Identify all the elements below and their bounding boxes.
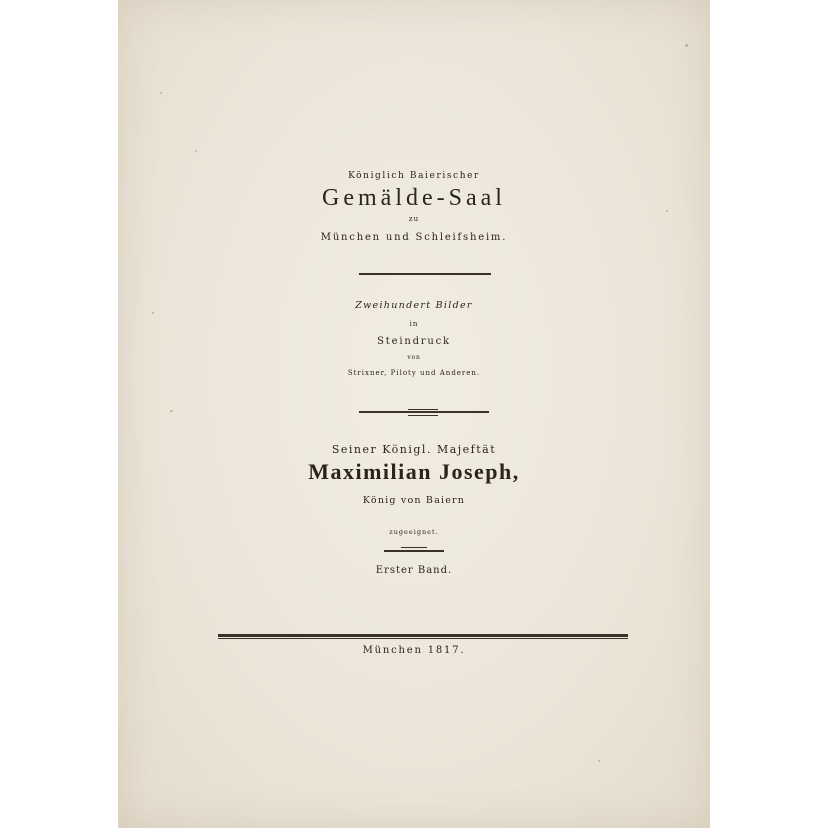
technique-line: Steindruck: [377, 336, 451, 347]
dedicatee-title: König von Baiern: [362, 495, 466, 506]
main-title: Gemälde-Saal: [322, 185, 506, 211]
paper-speck: [666, 210, 668, 212]
paper-speck: [152, 312, 154, 314]
short-divider-ornament: [401, 547, 427, 548]
location-line: München und Schleifsheim.: [320, 232, 508, 243]
connector-von: von: [407, 354, 421, 361]
connector-in: in: [409, 320, 419, 328]
paper-speck: [685, 44, 688, 47]
imprint-line: München 1817.: [362, 645, 466, 656]
paper-speck: [170, 410, 173, 412]
short-divider: [384, 550, 444, 552]
paper-speck: [195, 150, 197, 152]
title-page-sheet: [118, 0, 710, 828]
connector-zu: zu: [408, 215, 420, 223]
dedication-verb: zugeeignet.: [389, 528, 439, 536]
imprint-rule: [218, 634, 628, 637]
divider-ornament: [408, 409, 438, 416]
imprint-rule-thin: [218, 638, 628, 639]
paper-speck: [160, 92, 162, 94]
paper-speck: [598, 760, 600, 762]
artists-line: Strixner, Piloty und Anderen.: [347, 369, 481, 377]
dedication-line: Seiner Königl. Majeftät: [331, 443, 497, 456]
volume-line: Erster Band.: [375, 565, 453, 576]
dedicatee-name: Maximilian Joseph,: [308, 459, 520, 484]
divider-rule: [359, 273, 491, 275]
publisher-line: Königlich Baierischer: [348, 171, 480, 181]
subtitle-bilder: Zweihundert Bilder: [355, 300, 473, 311]
